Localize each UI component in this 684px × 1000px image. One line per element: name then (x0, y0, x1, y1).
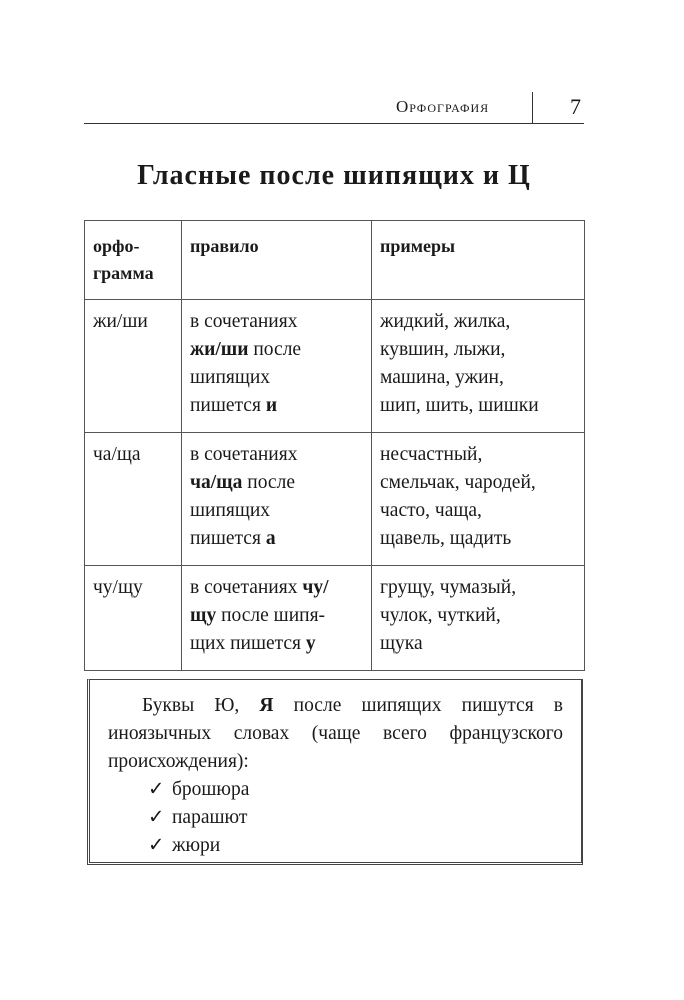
table-row (85, 300, 585, 433)
example-line: смельчак, чародей, (380, 472, 536, 493)
header-rule (84, 123, 584, 124)
examples-cell (372, 566, 585, 671)
example-line: жидкий, жилка, (380, 311, 511, 332)
rule-text: шипящих (190, 367, 271, 388)
rule-text: после (242, 472, 295, 493)
table-header-row (85, 221, 585, 300)
example-list (148, 776, 249, 860)
note-text: после шипящих пишутся в иноязычных словах (чаще всего французского происхождения): (108, 695, 564, 772)
example-line: щавель, щадить (380, 528, 512, 549)
examples-cell (372, 300, 585, 433)
example-line: кувшин, лыжи, (380, 339, 506, 360)
note-paragraph (108, 692, 563, 776)
check-icon: ✓ (148, 807, 165, 828)
table-row (85, 433, 585, 566)
rule-cell (182, 433, 372, 566)
orthogram-cell: жи/ши (85, 300, 182, 433)
example-line: часто, чаща, (380, 500, 482, 521)
header-separator (532, 92, 533, 124)
header-text: грамма (93, 263, 154, 283)
rule-cell (182, 566, 372, 671)
header-text: орфо- (93, 236, 140, 256)
example-line: шип, шить, шишки (380, 395, 539, 416)
list-item-text: жюри (172, 835, 221, 856)
list-item (148, 804, 249, 832)
rule-bold: а (265, 528, 276, 549)
rule-bold: ча/ща (190, 472, 243, 493)
example-line: чулок, чуткий, (380, 605, 501, 626)
page-title: Гласные после шипящих и Ц (137, 160, 531, 191)
rule-cell (182, 300, 372, 433)
rule-text: в сочетаниях (190, 577, 303, 598)
list-item (148, 776, 249, 804)
rule-text: пишется (190, 528, 266, 549)
rules-table (84, 220, 585, 671)
note-text: Буквы Ю, (142, 695, 260, 716)
header-orthogram (85, 221, 182, 300)
rule-bold: жи/ши (190, 339, 249, 360)
example-line: машина, ужин, (380, 367, 504, 388)
note-box (87, 679, 583, 865)
rule-bold: и (265, 395, 278, 416)
rule-text: пишется (190, 395, 266, 416)
rule-text: после шипя- (216, 605, 326, 626)
rule-text: щих пишется (190, 633, 306, 654)
page-number: 7 (570, 94, 581, 119)
rule-text: в сочетаниях (190, 311, 298, 332)
rule-text: после (248, 339, 302, 360)
check-icon: ✓ (148, 779, 165, 800)
example-line: щука (380, 633, 423, 654)
rule-text: шипящих (190, 500, 271, 521)
check-icon: ✓ (148, 835, 165, 856)
note-bold: Я (259, 695, 274, 716)
header-rule: правило (182, 221, 372, 300)
header-examples: примеры (372, 221, 585, 300)
example-line: несчастный, (380, 444, 483, 465)
list-item-text: брошюра (172, 779, 250, 800)
rule-text: в сочетаниях (190, 444, 298, 465)
examples-cell (372, 433, 585, 566)
orthogram-cell: чу/щу (85, 566, 182, 671)
list-item-text: парашют (172, 807, 248, 828)
rule-bold: щу (190, 605, 217, 626)
table-row (85, 566, 585, 671)
list-item (148, 832, 249, 860)
example-line: грущу, чумазый, (380, 577, 517, 598)
rule-bold: чу/ (302, 577, 329, 598)
running-header-section: Орфография (396, 97, 490, 116)
rule-bold: у (305, 633, 316, 654)
orthogram-cell: ча/ща (85, 433, 182, 566)
